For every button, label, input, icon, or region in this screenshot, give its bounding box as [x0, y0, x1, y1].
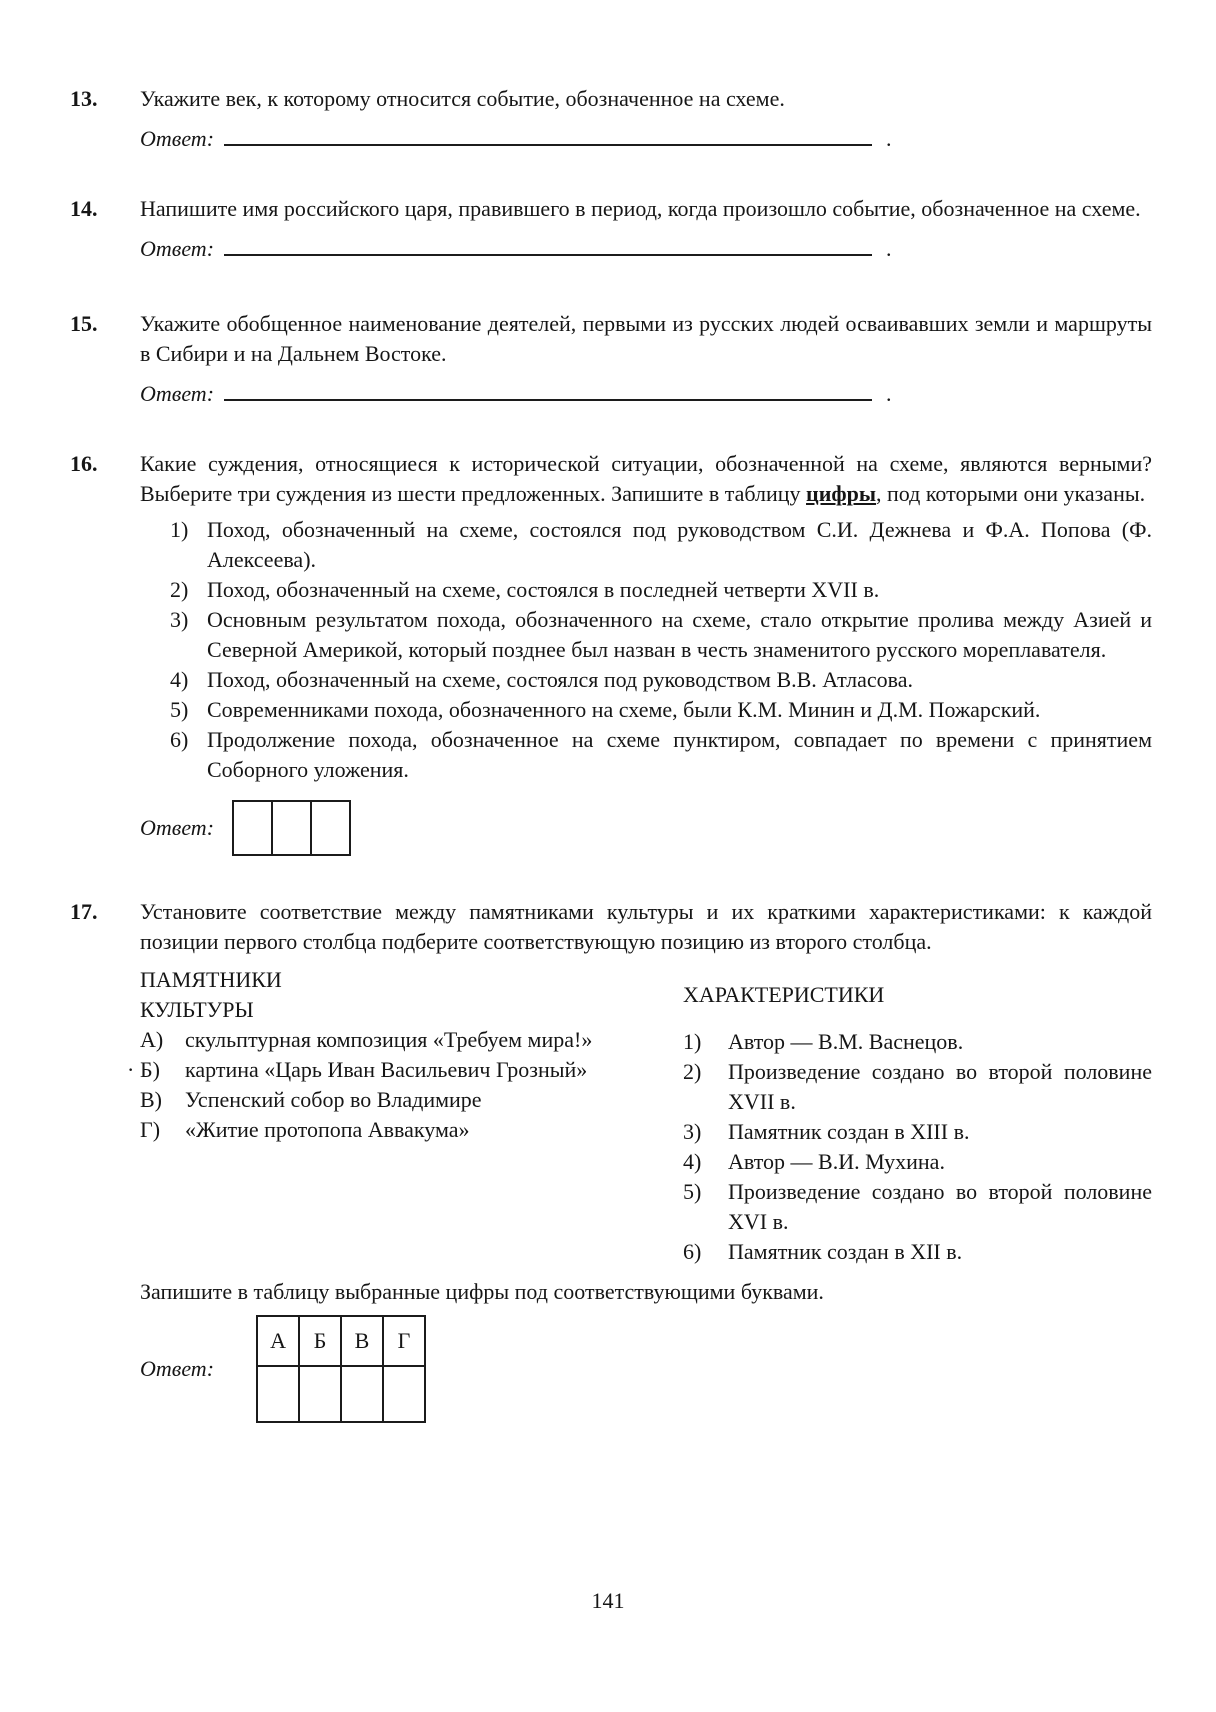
option-text: Основным результатом похода, обозначенного на схеме, стало открытие пролива между Азией и Северной Америкой, который позднее был назван в честь знаменитого русского мореплавателя. [207, 607, 1152, 662]
answer-table-input-cell [257, 1366, 299, 1422]
answer-cell [273, 800, 312, 856]
item-letter: Г) [140, 1117, 161, 1142]
list-item [683, 1117, 1152, 1147]
answer-blank-line [224, 124, 872, 146]
option-text: Поход, обозначенный на схеме, состоялся под руководством С.И. Дежнева и Ф.А. Попова (Ф. Алексеева). [207, 517, 1152, 572]
option-item [170, 725, 1152, 785]
option-number: 4) [170, 667, 189, 692]
monuments-column [127, 965, 600, 1267]
answer-label: Ответ: [140, 381, 215, 406]
question-15 [70, 309, 1152, 409]
option-text: Продолжение похода, обозначенное на схеме пунктиром, совпадает по времени с принятием Соборного уложения. [207, 727, 1152, 782]
answer-end-dot: . [886, 126, 892, 151]
answer-row [140, 1315, 1152, 1423]
answer-blank-line [224, 379, 872, 401]
question-text-part: Какие суждения, относящиеся к исторической ситуации, обозначенной на схеме, являются верными? Выберите три суждения из шести предложенных. Запишите в таблицу [140, 451, 1152, 506]
answer-table-header-cell: В [341, 1316, 383, 1366]
item-text: Памятник создан в XII в. [728, 1239, 963, 1264]
characteristics-column [683, 965, 1152, 1267]
question-text: Установите соответствие между памятниками культуры и их краткими характеристиками: к каждой позиции первого столбца подберите соответствующую позицию из второго столбца. [140, 899, 1152, 954]
item-text: Памятник создан в XIII в. [728, 1119, 970, 1144]
answer-row [140, 124, 1152, 154]
list-item [683, 1057, 1152, 1117]
answer-label: Ответ: [140, 126, 215, 151]
list-item [683, 1147, 1152, 1177]
answer-end-dot: . [886, 236, 892, 261]
answer-table-input-cell [299, 1366, 341, 1422]
item-number: 1) [683, 1029, 702, 1054]
answer-blank-line [224, 234, 872, 256]
option-item [170, 605, 1152, 665]
answer-table-header-cell: Б [299, 1316, 341, 1366]
item-text: Произведение создано во второй половине XVII в. [728, 1059, 1152, 1114]
option-number: 5) [170, 697, 189, 722]
answer-label: Ответ: [140, 236, 215, 261]
answer-label: Ответ: [140, 815, 215, 840]
option-item [170, 515, 1152, 575]
question-14 [70, 194, 1152, 264]
page-number: 141 [591, 1588, 625, 1613]
item-number: 2) [683, 1059, 702, 1084]
question-text: Напишите имя российского царя, правившего в период, когда произошло событие, обозначенное на схеме. [140, 196, 1141, 221]
question-number: 14. [70, 196, 98, 221]
print-artifact-dot: · [127, 1057, 135, 1082]
item-number: 6) [683, 1239, 702, 1264]
item-number: 4) [683, 1149, 702, 1174]
list-item [140, 1085, 600, 1115]
item-text: «Житие протопопа Аввакума» [185, 1117, 470, 1142]
answer-end-dot: . [886, 381, 892, 406]
answer-row [140, 799, 1152, 857]
option-item [170, 575, 1152, 605]
question-number: 13. [70, 86, 98, 111]
answer-table [256, 1315, 426, 1423]
option-number: 6) [170, 727, 189, 752]
answer-table-input-cell [341, 1366, 383, 1422]
question-text-emphasis: цифры [806, 481, 877, 506]
list-item [140, 1115, 600, 1145]
question-text: Укажите век, к которому относится событие, обозначенное на схеме. [140, 86, 785, 111]
item-text: скульптурная композиция «Требуем мира!» [185, 1027, 593, 1052]
list-item [683, 1237, 1152, 1267]
option-text: Поход, обозначенный на схеме, состоялся под руководством В.В. Атласова. [207, 667, 914, 692]
item-text: Автор — В.М. Васнецов. [728, 1029, 964, 1054]
item-letter: А) [140, 1027, 164, 1052]
answer-table-input-row [257, 1366, 425, 1422]
answer-table-header-row [257, 1316, 425, 1366]
question-17 [70, 897, 1152, 1423]
matching-columns [127, 965, 1152, 1267]
answer-cell [312, 800, 351, 856]
list-item [127, 1055, 600, 1085]
answer-cell [232, 800, 273, 856]
list-item [140, 1025, 600, 1055]
item-text: картина «Царь Иван Васильевич Грозный» [185, 1057, 588, 1082]
item-text: Произведение создано во второй половине XVI в. [728, 1179, 1152, 1234]
question-number: 16. [70, 451, 98, 476]
question-16 [70, 449, 1152, 857]
column-header: ПАМЯТНИКИ [140, 967, 282, 992]
option-item [170, 695, 1152, 725]
option-item [170, 665, 1152, 695]
list-item [683, 1177, 1152, 1237]
column-header: КУЛЬТУРЫ [140, 997, 254, 1022]
answer-grid-3 [232, 800, 351, 856]
list-item [683, 1027, 1152, 1057]
item-text: Автор — В.И. Мухина. [728, 1149, 945, 1174]
question-13 [70, 84, 1152, 154]
item-letter: В) [140, 1087, 162, 1112]
options-list [170, 515, 1152, 785]
column-header: ХАРАКТЕРИСТИКИ [683, 982, 885, 1007]
question-number: 15. [70, 311, 98, 336]
table-instruction: Запишите в таблицу выбранные цифры под соответствующими буквами. [140, 1279, 824, 1304]
item-number: 5) [683, 1179, 702, 1204]
item-number: 3) [683, 1119, 702, 1144]
answer-row [140, 234, 1152, 264]
item-letter: Б) [140, 1057, 160, 1082]
answer-row [140, 379, 1152, 409]
option-number: 1) [170, 517, 189, 542]
answer-table-header-cell: А [257, 1316, 299, 1366]
option-text: Поход, обозначенный на схеме, состоялся в последней четверти XVII в. [207, 577, 880, 602]
answer-label: Ответ: [140, 1356, 215, 1381]
question-text: Укажите обобщенное наименование деятелей, первыми из русских людей осваивавших земли и маршруты в Сибири и на Дальнем Востоке. [140, 311, 1152, 366]
question-text-part: , под которыми они указаны. [876, 481, 1146, 506]
answer-table-header-cell: Г [383, 1316, 425, 1366]
item-text: Успенский собор во Владимире [185, 1087, 482, 1112]
option-number: 2) [170, 577, 189, 602]
option-text: Современниками похода, обозначенного на схеме, были К.М. Минин и Д.М. Пожарский. [207, 697, 1041, 722]
question-text [140, 449, 1152, 509]
question-number: 17. [70, 899, 98, 924]
option-number: 3) [170, 607, 189, 632]
answer-table-input-cell [383, 1366, 425, 1422]
